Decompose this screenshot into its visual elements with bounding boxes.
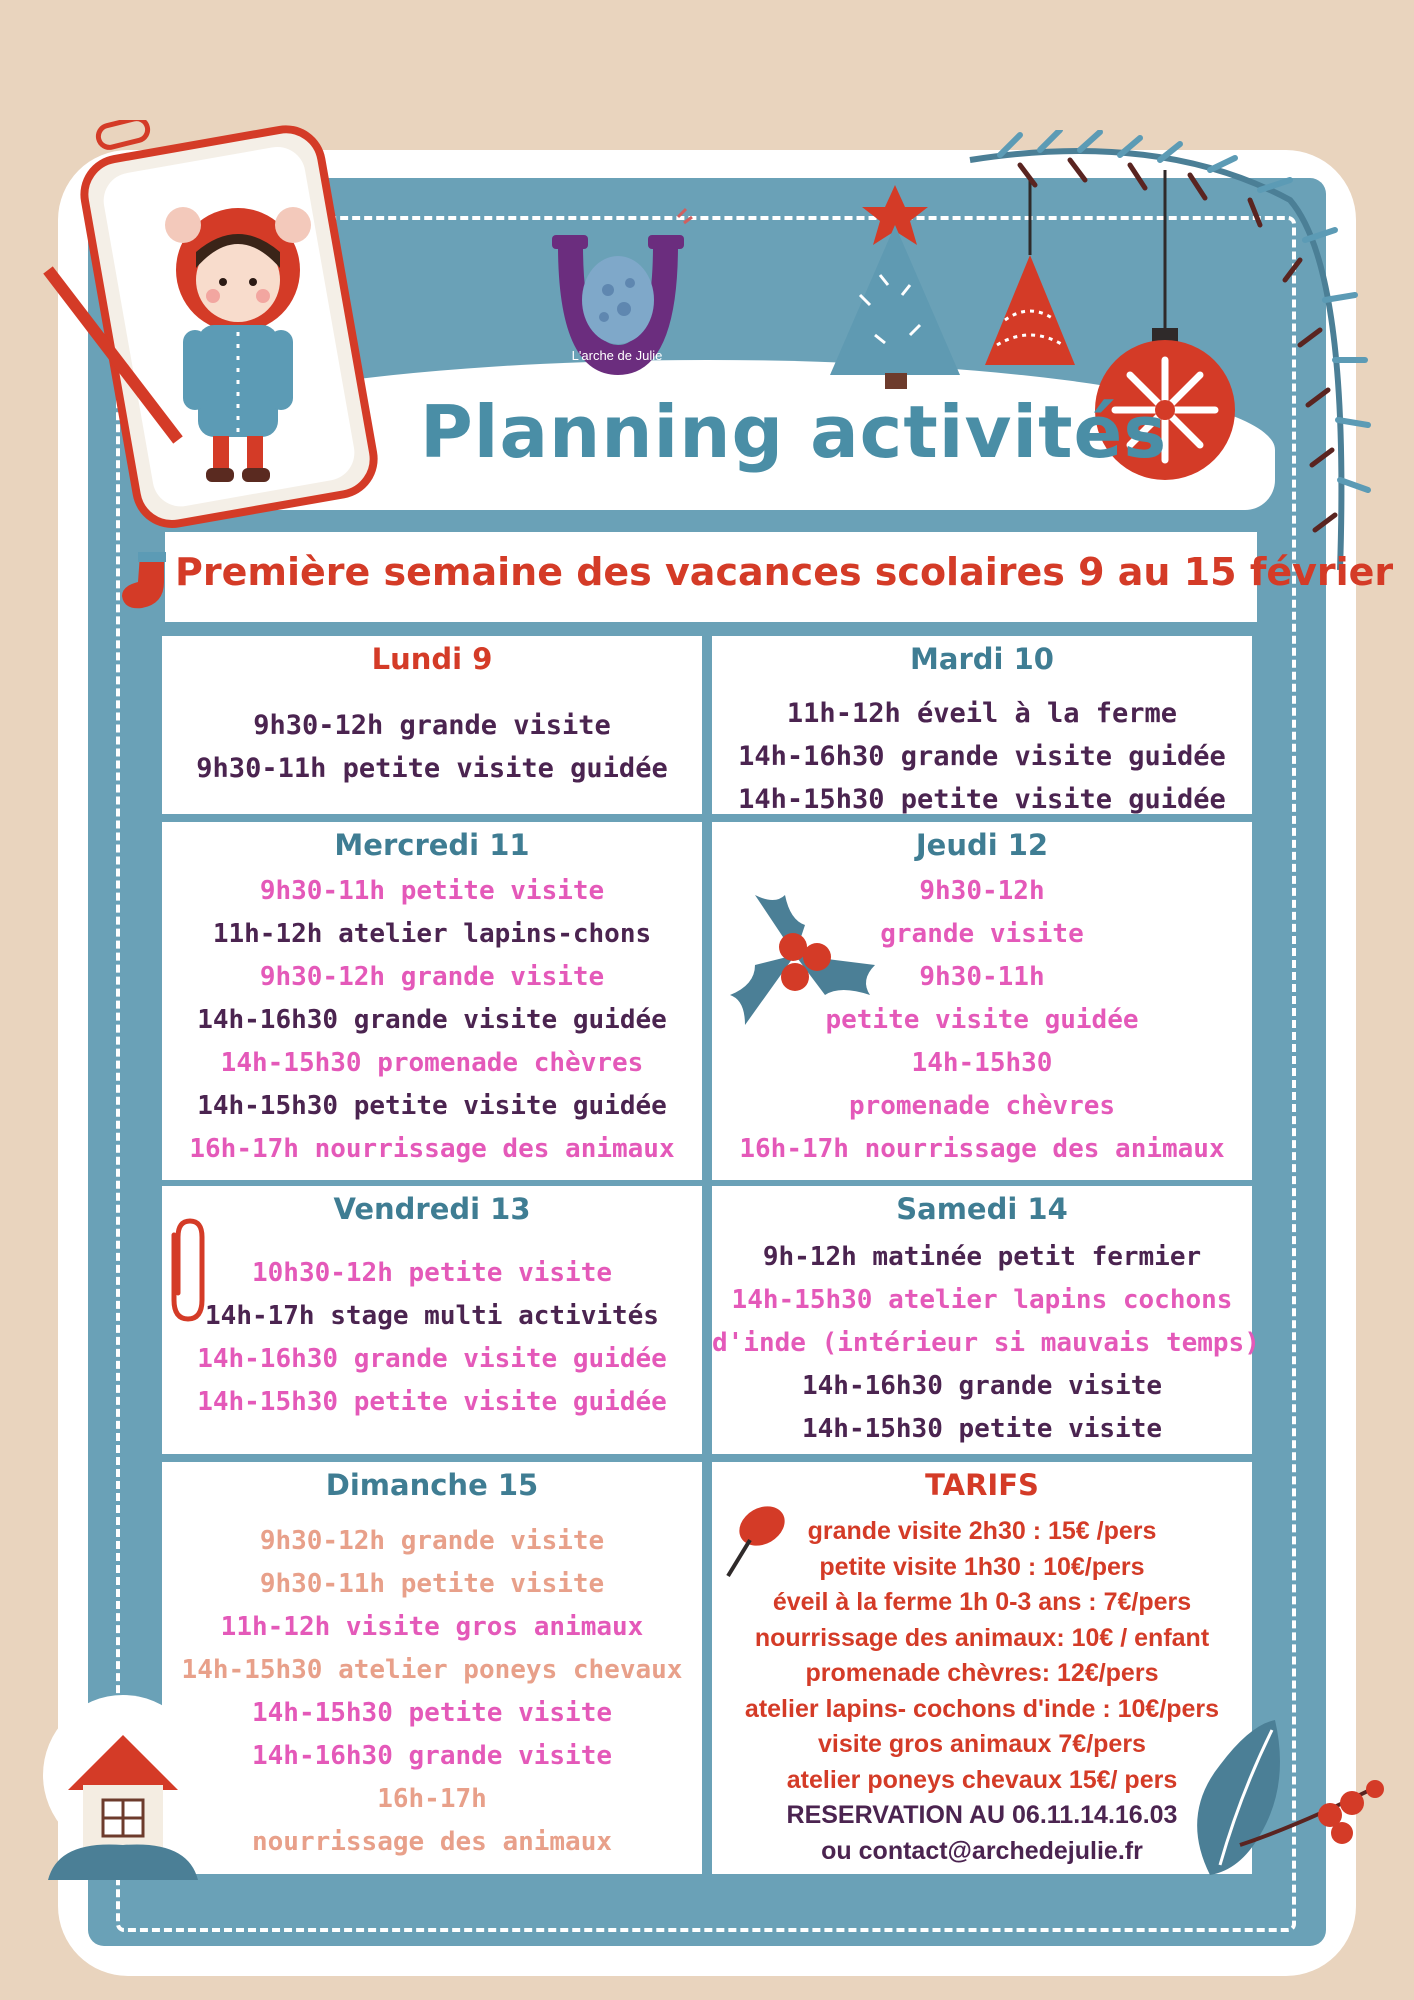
activity-line: 14h-15h30 petite visite [801,1414,1163,1444]
activity-line: 9h30-12h grande visite [253,710,611,741]
page-title: Planning activités [420,390,1168,474]
holly-icon [725,885,885,1045]
activity-line: 16h-17h nourrissage des animaux [189,1134,675,1164]
day-cell-samedi [712,1186,1260,1454]
paperclip-icon [160,1215,210,1325]
activity-line: 14h-15h30 petite visite guidée [197,1387,667,1417]
pushpin-icon [720,1500,790,1580]
tarif-line: éveil à la ferme 1h 0-3 ans : 7€/pers [772,1588,1192,1616]
activity-line: 9h30-11h petite visite [259,1569,605,1599]
tarif-line: nourrissage des animaux: 10€ / enfant [754,1623,1210,1652]
activity-line: nourrissage des animaux [251,1827,613,1857]
tarif-line: grande visite 2h30 : 15€ /pers [807,1517,1157,1545]
activity-line: 16h-17h nourrissage des animaux [739,1134,1225,1164]
snow-globe-house-icon [28,1680,218,1890]
day-title: Mercredi 11 [334,828,530,862]
activity-line: 14h-16h30 grande visite [801,1371,1163,1401]
activity-line: 9h30-11h [919,962,1045,992]
tarifs-title: TARIFS [925,1468,1039,1502]
activity-line: 9h30-11h petite visite guidée [196,753,668,784]
activity-line: 14h-15h30 petite visite guidée [738,784,1226,815]
day-cell-lundi [162,636,702,814]
day-cell-mercredi [162,822,702,1180]
day-cell-mardi [712,636,1252,814]
activity-line: 9h-12h matinée petit fermier [762,1242,1202,1272]
activity-line: 14h-15h30 [911,1048,1053,1078]
activity-line: 9h30-11h petite visite [259,876,605,906]
tarif-line: atelier poneys chevaux 15€/ pers [786,1765,1178,1794]
day-title: Jeudi 12 [915,828,1049,862]
day-title: Mardi 10 [910,642,1054,676]
activity-line: 11h-12h atelier lapins-chons [212,919,652,949]
activity-line: 9h30-12h [919,876,1045,906]
tarif-line: promenade chèvres: 12€/pers [805,1659,1159,1687]
activity-line: 14h-16h30 grande visite [251,1741,613,1771]
tarif-line: petite visite 1h30 : 10€/pers [819,1552,1145,1581]
activity-line: 14h-16h30 grande visite guidée [738,741,1226,772]
activity-line: 14h-17h stage multi activités [205,1301,659,1331]
christmas-tree-icon [820,175,970,395]
day-title: Vendredi 13 [333,1192,531,1226]
day-cell-dimanche [162,1462,702,1874]
activity-line: 9h30-12h grande visite [259,962,605,992]
activity-line: 14h-15h30 atelier lapins cochons [731,1285,1233,1315]
activity-line: 9h30-12h grande visite [259,1526,605,1556]
activity-line: grande visite [880,919,1084,949]
day-title: Samedi 14 [896,1192,1068,1226]
girl-card-illustration [38,120,418,540]
activity-line: 11h-12h visite gros animaux [220,1612,644,1642]
activity-line: 14h-16h30 grande visite guidée [197,1344,667,1374]
activity-line: promenade chèvres [848,1091,1116,1121]
activity-line: 10h30-12h petite visite [251,1258,613,1288]
day-cell-vendredi [162,1186,702,1454]
day-title: Dimanche 15 [325,1468,539,1502]
tarif-line: atelier lapins- cochons d'inde : 10€/pers [744,1694,1220,1723]
contact-email: ou contact@archedejulie.fr [821,1836,1143,1865]
activity-line: 11h-12h éveil à la ferme [786,698,1178,729]
tarifs-cell [712,1462,1252,1874]
activity-line: 14h-15h30 atelier poneys chevaux [181,1655,683,1685]
reservation-phone: RESERVATION AU 06.11.14.16.03 [786,1801,1178,1829]
leaf-berries-icon [1180,1705,1390,1890]
pine-branch-icon [960,130,1380,590]
activity-line: 14h-15h30 petite visite guidée [197,1091,667,1121]
tarif-line: visite gros animaux 7€/pers [818,1730,1146,1758]
stocking-icon [112,548,172,618]
page-subtitle: Première semaine des vacances scolaires 9 au 15 février [175,550,1394,594]
day-title: Lundi 9 [371,642,493,676]
activity-line: 14h-15h30 promenade chèvres [220,1048,644,1078]
activity-line: d'inde (intérieur si mauvais temps) [712,1328,1260,1358]
activity-line: 14h-15h30 petite visite [251,1698,613,1728]
activity-line: 16h-17h [377,1784,487,1814]
logo-text: L'arche de Julie [571,348,663,363]
activity-line: 14h-16h30 grande visite guidée [197,1005,667,1035]
activity-line: petite visite guidée [825,1005,1139,1035]
